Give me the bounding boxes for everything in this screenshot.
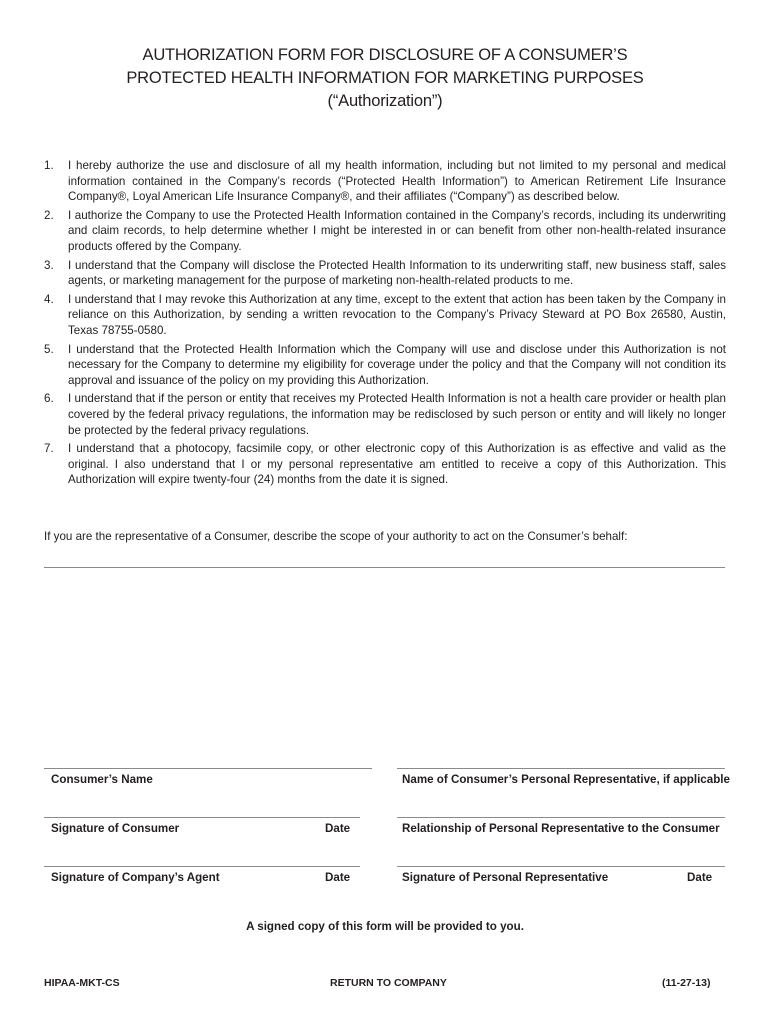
form-id: HIPAA-MKT-CS <box>44 977 120 989</box>
consumer-signature-field[interactable] <box>44 817 360 818</box>
rep-name-label: Name of Consumer’s Personal Representative, if applicable <box>402 773 730 786</box>
consumer-name-field[interactable] <box>44 768 372 769</box>
authorization-terms-list <box>44 158 726 491</box>
title-line-3: (“Authorization”) <box>327 92 443 110</box>
term-text: I understand that I may revoke this Authorization at any time, except to the extent that action has been taken by the Company in reliance on this Authorization, by sending a written revocation to the Company’s Privacy Steward at PO Box 26580, Austin, Texas 78755-0580. <box>68 292 726 337</box>
term-item <box>44 258 726 289</box>
term-text: I understand that if the person or entity that receives my Protected Health Information is not a health care provider or health plan covered by the federal privacy regulations, the information may be redisclosed by such person or entity and will likely no longer be protected by the federal privacy regulations. <box>68 392 726 437</box>
rep-date-label: Date <box>687 871 713 884</box>
term-item <box>44 342 726 389</box>
term-item <box>44 158 726 205</box>
term-item <box>44 441 726 488</box>
title-line-2: PROTECTED HEALTH INFORMATION FOR MARKETING PURPOSES <box>126 69 644 87</box>
term-number: 4. <box>44 292 54 306</box>
term-text: I understand that the Protected Health Information which the Company will use and disclose under this Authorization is not necessary for the Company to determine my eligibility for coverage under the policy and that the Company will not condition its approval and issuance of the policy on my providing this Authorization. <box>68 342 726 387</box>
form-title <box>0 44 770 113</box>
rep-name-field[interactable] <box>397 768 725 769</box>
term-item <box>44 391 726 438</box>
relationship-label: Relationship of Personal Representative to the Consumer <box>402 822 720 835</box>
term-text: I understand that a photocopy, facsimile copy, or other electronic copy of this Authorization is as effective and valid as the original. I also understand that I or my personal representative am entitled to receive a copy of this Authorization. This Authorization will expire twenty-four (24) months from the date it is signed. <box>68 442 726 487</box>
consumer-date-label: Date <box>325 822 351 835</box>
agent-signature-label: Signature of Company’s Agent <box>51 871 220 884</box>
signed-copy-note: A signed copy of this form will be provided to you. <box>246 920 524 933</box>
relationship-field[interactable] <box>397 817 725 818</box>
consumer-name-label: Consumer’s Name <box>51 773 153 786</box>
term-item <box>44 292 726 339</box>
term-number: 7. <box>44 442 54 456</box>
term-text: I hereby authorize the use and disclosure of all my health information, including but not limited to my personal and medical information contained in the Company’s records (“Protected Health Information”) to American Retirement Life Insurance Company®, Loyal American Life Insurance Company®, and their affiliates (“Company”) as described below. <box>68 159 726 204</box>
rep-signature-label: Signature of Personal Representative <box>402 871 609 884</box>
agent-date-label: Date <box>325 871 351 884</box>
term-number: 5. <box>44 342 54 356</box>
term-text: I authorize the Company to use the Protected Health Information contained in the Company’s records, including its underwriting and claim records, to help determine whether I might be interested in or can benefit from other non-health-related insurance products offered by the Company. <box>68 208 726 253</box>
representative-scope-field[interactable] <box>44 567 725 568</box>
consumer-signature-label: Signature of Consumer <box>51 822 180 835</box>
term-number: 3. <box>44 258 54 272</box>
term-item <box>44 208 726 255</box>
rep-signature-field[interactable] <box>397 866 725 867</box>
return-instruction: RETURN TO COMPANY <box>330 977 447 989</box>
term-number: 6. <box>44 392 54 406</box>
representative-scope-prompt: If you are the representative of a Consumer, describe the scope of your authority to act on the Consumer’s behalf: <box>44 530 628 543</box>
agent-signature-field[interactable] <box>44 866 360 867</box>
term-text: I understand that the Company will disclose the Protected Health Information to its underwriting staff, new business staff, sales agents, or marketing management for the purpose of marketing non-health-related products to me. <box>68 258 726 288</box>
title-line-1: AUTHORIZATION FORM FOR DISCLOSURE OF A CONSUMER’S <box>142 46 628 64</box>
term-number: 1. <box>44 159 54 172</box>
term-number: 2. <box>44 208 54 222</box>
revision-date: (11-27-13) <box>662 977 711 989</box>
